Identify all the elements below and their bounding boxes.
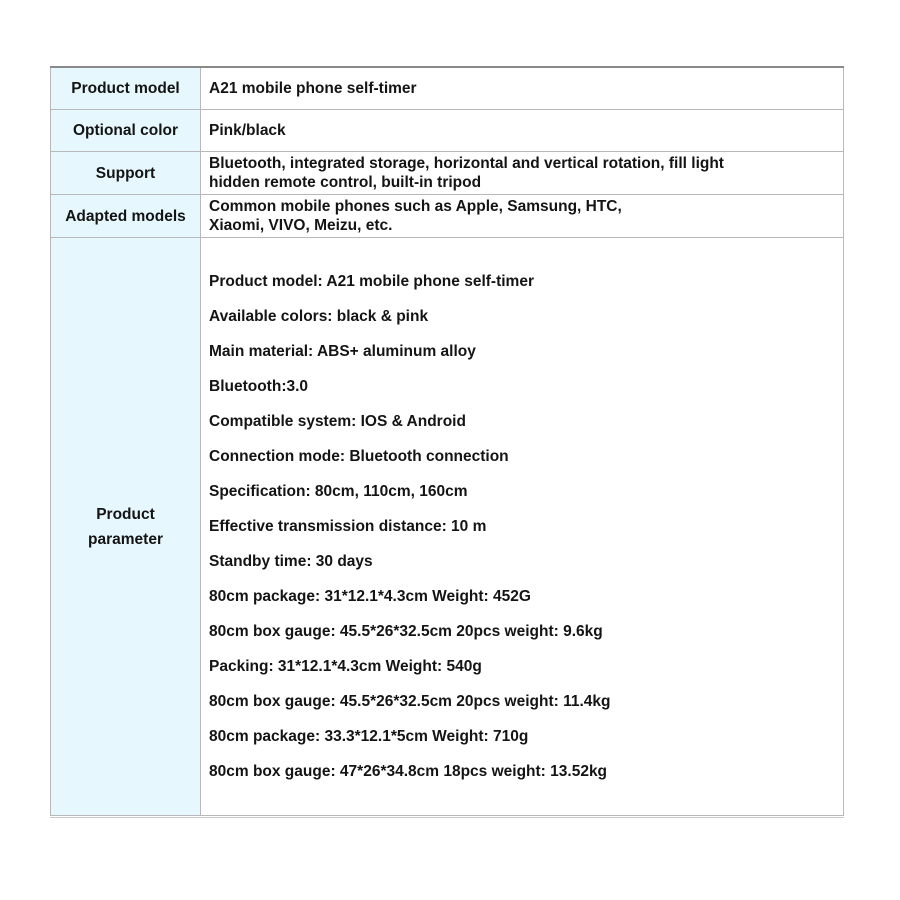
table-row bbox=[51, 238, 844, 816]
parameter-item: Effective transmission distance: 10 m bbox=[209, 518, 487, 535]
optional-color-label: Optional color bbox=[51, 110, 201, 152]
adapted-models-value-line: Common mobile phones such as Apple, Samsung, HTC, bbox=[209, 198, 622, 215]
parameter-item: Main material: ABS+ aluminum alloy bbox=[209, 343, 476, 360]
table-bottom-divider bbox=[50, 817, 844, 818]
support-value bbox=[201, 152, 844, 195]
adapted-models-value bbox=[201, 195, 844, 238]
table-row bbox=[51, 195, 844, 238]
product-model-value: A21 mobile phone self-timer bbox=[201, 67, 844, 110]
product-parameter-value bbox=[201, 238, 844, 816]
parameter-item: 80cm box gauge: 45.5*26*32.5cm 20pcs weight: 11.4kg bbox=[209, 693, 611, 710]
product-parameter-label-line: parameter bbox=[88, 530, 163, 548]
parameter-item: Product model: A21 mobile phone self-timer bbox=[209, 273, 534, 290]
parameter-item: Packing: 31*12.1*4.3cm Weight: 540g bbox=[209, 658, 482, 675]
table-row bbox=[51, 110, 844, 152]
table-row bbox=[51, 67, 844, 110]
support-value-line: Bluetooth, integrated storage, horizontal and vertical rotation, fill light bbox=[209, 155, 724, 172]
parameter-item: Compatible system: IOS & Android bbox=[209, 413, 466, 430]
parameter-item: Specification: 80cm, 110cm, 160cm bbox=[209, 483, 468, 500]
parameter-item: 80cm box gauge: 45.5*26*32.5cm 20pcs weight: 9.6kg bbox=[209, 623, 603, 640]
product-spec-table bbox=[50, 66, 844, 816]
product-parameter-label bbox=[51, 238, 201, 816]
parameter-item: Standby time: 30 days bbox=[209, 553, 373, 570]
parameter-item: Connection mode: Bluetooth connection bbox=[209, 448, 509, 465]
parameter-item: Available colors: black & pink bbox=[209, 308, 429, 325]
adapted-models-value-line: Xiaomi, VIVO, Meizu, etc. bbox=[209, 217, 393, 234]
product-parameter-label-line: Product bbox=[96, 505, 155, 523]
table-row bbox=[51, 152, 844, 195]
parameter-item: 80cm box gauge: 47*26*34.8cm 18pcs weight: 13.52kg bbox=[209, 763, 608, 780]
support-label: Support bbox=[51, 152, 201, 195]
parameter-list bbox=[209, 264, 837, 789]
support-value-line: hidden remote control, built-in tripod bbox=[209, 174, 482, 191]
parameter-item: Bluetooth:3.0 bbox=[209, 378, 309, 395]
adapted-models-label: Adapted models bbox=[51, 195, 201, 238]
parameter-item: 80cm package: 31*12.1*4.3cm Weight: 452G bbox=[209, 588, 531, 605]
product-model-label: Product model bbox=[51, 67, 201, 110]
parameter-item: 80cm package: 33.3*12.1*5cm Weight: 710g bbox=[209, 728, 529, 745]
optional-color-value: Pink/black bbox=[201, 110, 844, 152]
